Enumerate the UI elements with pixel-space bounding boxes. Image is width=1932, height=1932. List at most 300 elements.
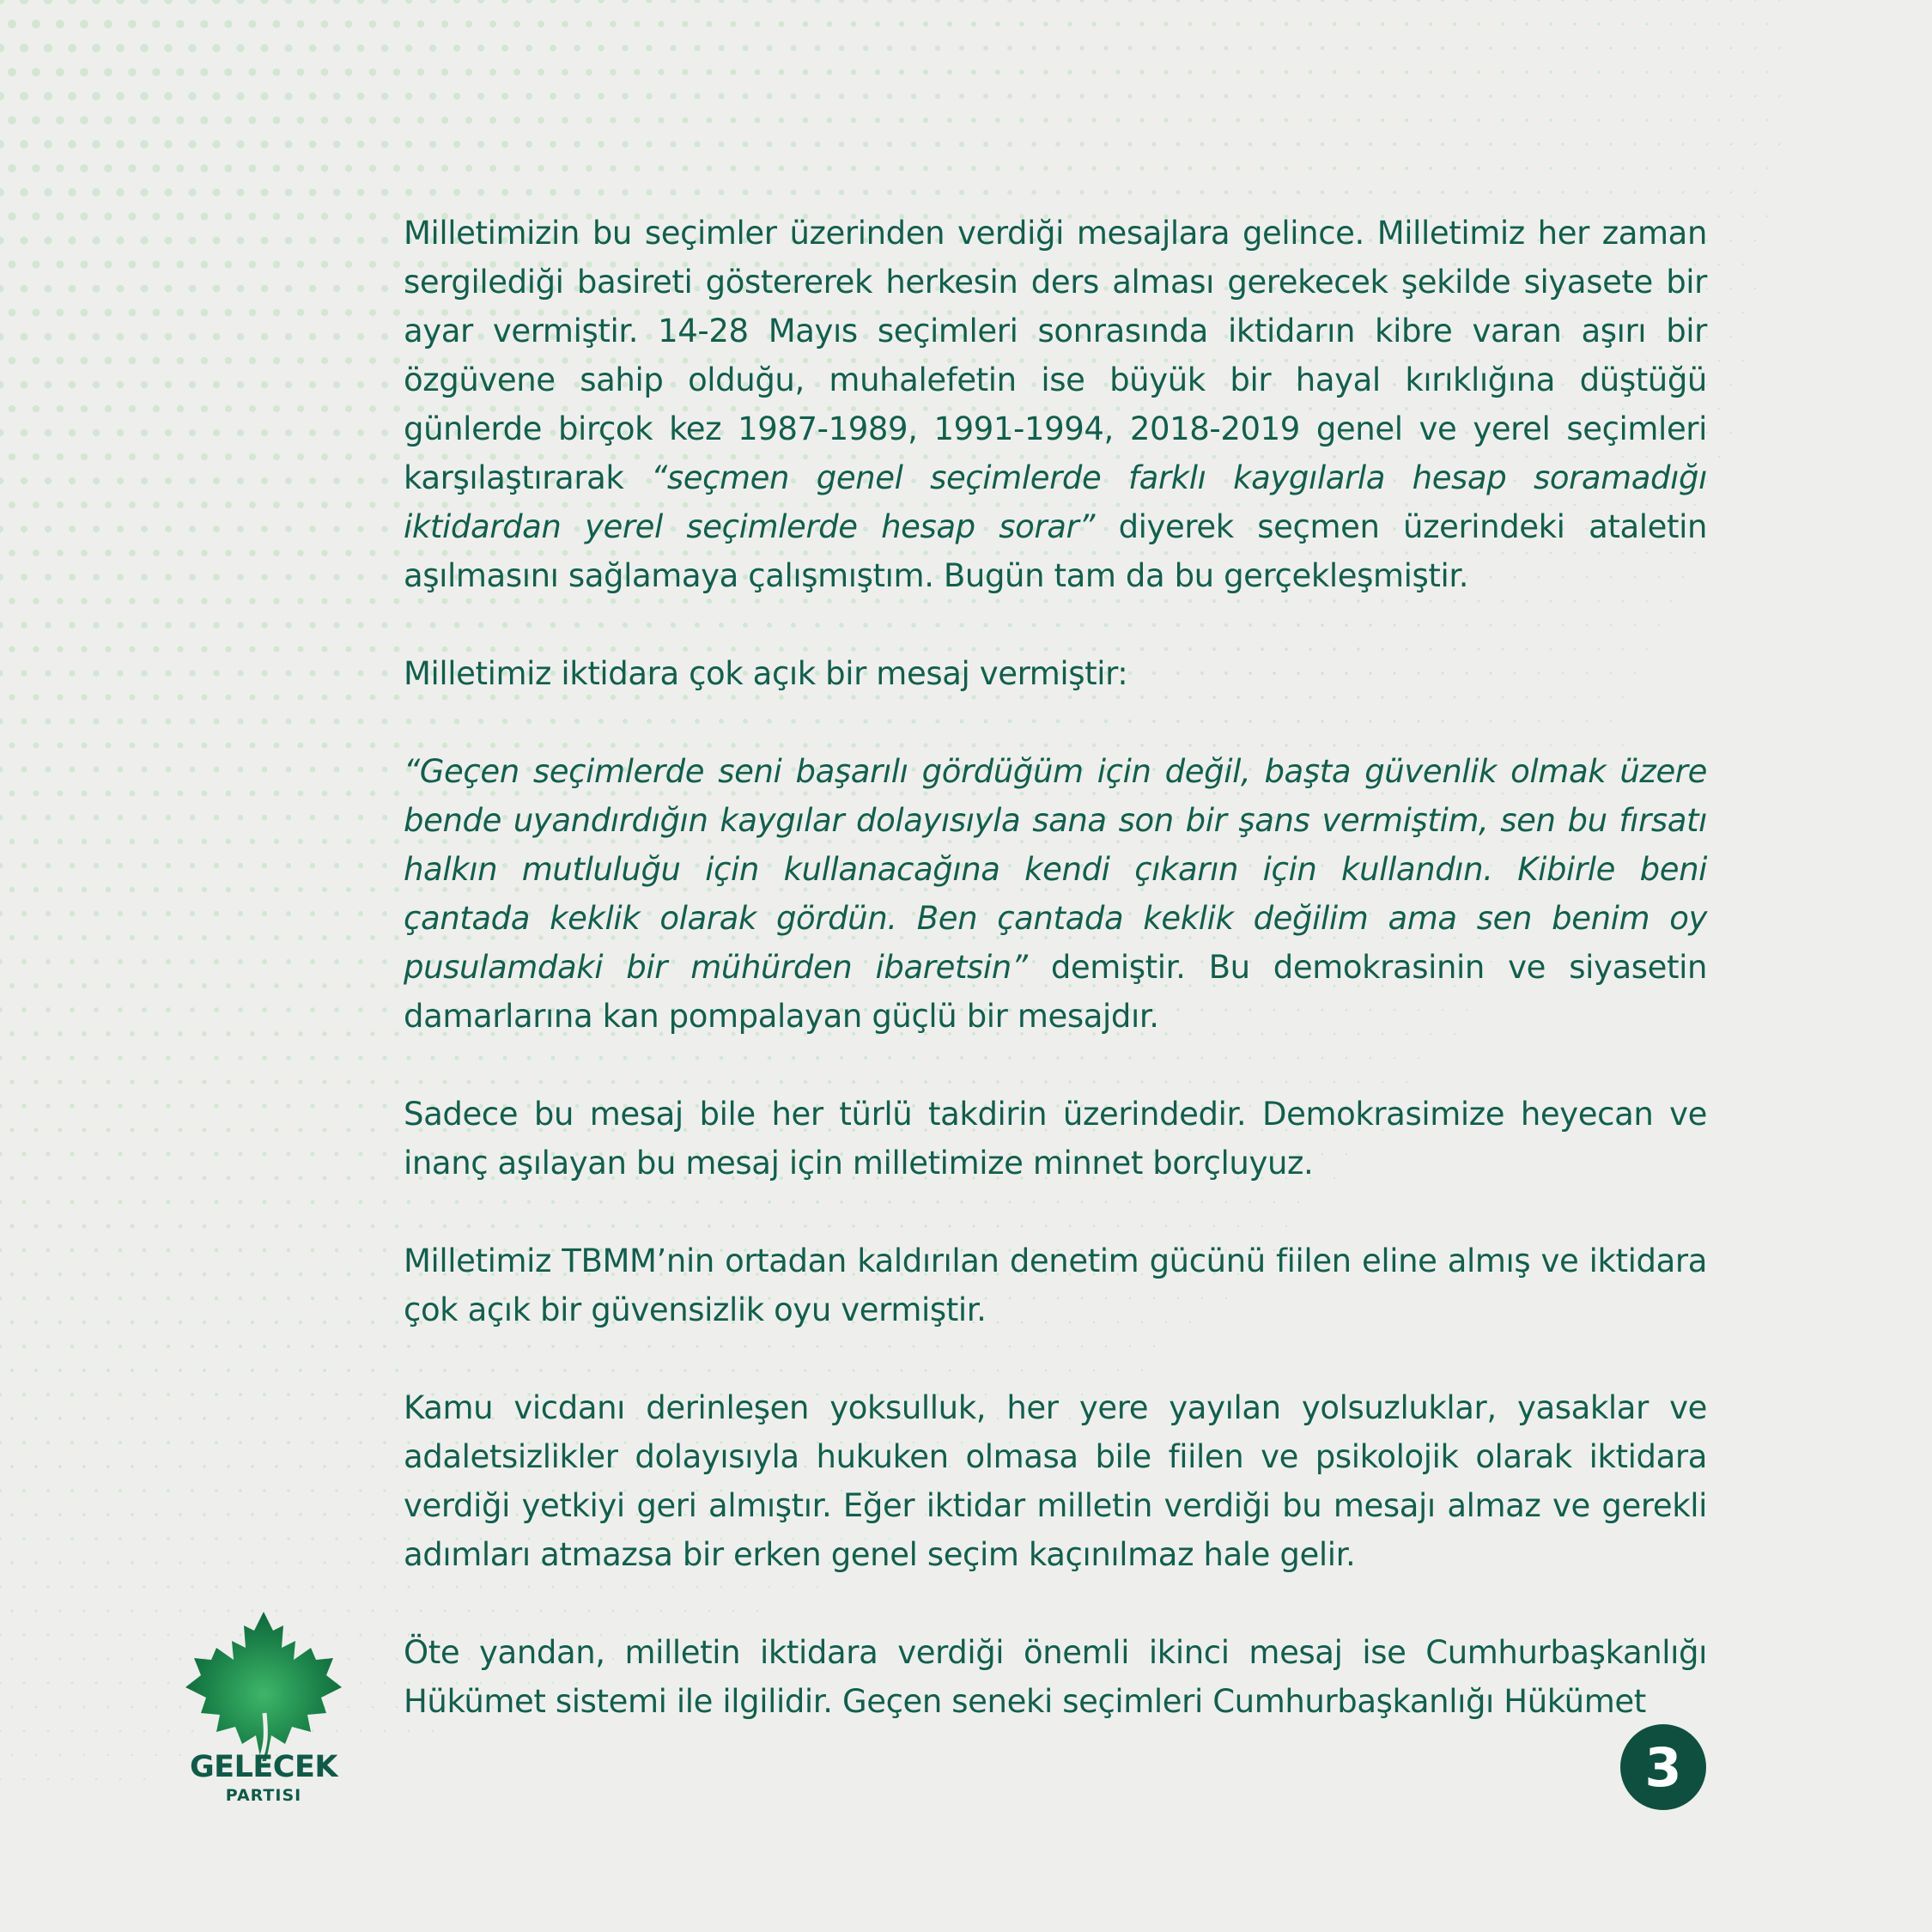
background-dot [46,1055,51,1060]
background-dot [142,1055,147,1060]
background-dot [0,526,3,532]
background-dot [32,164,40,173]
background-dot [396,1610,398,1613]
logo-subtitle: PARTISI [225,1786,302,1805]
background-dot [322,791,328,797]
background-dot [1309,70,1313,75]
background-dot [322,1031,327,1036]
background-dot [971,166,976,171]
background-dot [360,1682,362,1685]
background-dot [381,285,388,292]
background-dot [1513,94,1516,98]
background-dot [321,598,327,604]
background-dot [261,189,269,197]
background-dot [22,1537,26,1540]
background-dot [1573,118,1576,121]
background-dot [1103,190,1108,194]
background-dot [275,1176,279,1181]
background-dot [32,212,39,220]
background-dot [1019,118,1024,123]
background-dot [0,92,4,100]
background-dot [935,142,940,147]
background-dot [20,44,28,52]
background-dot [299,1224,303,1229]
background-dot [249,598,255,604]
background-dot [21,526,27,532]
background-dot [191,1489,194,1492]
background-dot [92,140,100,149]
background-dot [382,815,387,820]
background-dot [107,1754,110,1757]
background-dot [80,20,88,28]
background-dot [70,1537,74,1540]
background-dot [359,1537,361,1540]
background-dot [634,69,641,76]
background-dot [1127,94,1132,98]
background-dot [1200,191,1205,195]
background-dot [0,236,4,244]
background-dot [33,646,39,652]
background-dot [1249,143,1253,147]
background-dot [405,141,412,148]
background-dot [166,815,172,821]
background-dot [165,670,171,676]
background-dot [21,959,27,964]
background-dot [706,165,712,171]
background-dot [22,1633,25,1636]
background-dot [347,1224,351,1229]
background-dot [911,46,916,51]
background-dot [142,959,147,964]
background-dot [44,92,52,100]
background-dot [285,574,292,580]
background-dot [360,1730,361,1732]
background-dot [334,767,340,773]
background-dot [345,261,352,268]
background-dot [1429,167,1432,170]
background-dot [152,116,161,125]
background-dot [238,815,244,821]
background-dot [1115,70,1120,74]
background-dot [383,1393,386,1396]
background-dot [346,887,351,892]
background-dot [81,694,87,700]
background-dot [46,1633,49,1636]
background-dot [477,141,484,148]
background-dot [1465,94,1468,98]
background-dot [370,1127,374,1132]
background-dot [1742,264,1745,266]
background-dot [1055,94,1060,99]
background-dot [405,45,413,52]
background-dot [1682,143,1685,146]
background-dot [1417,46,1420,50]
background-dot [309,93,317,100]
background-dot [1031,46,1036,51]
background-dot [213,526,220,532]
background-dot [755,21,761,27]
background-dot [827,118,833,124]
background-dot [371,1176,375,1181]
background-dot [225,357,232,364]
background-dot [381,333,388,340]
background-dot [167,1441,170,1444]
background-dot [129,357,137,365]
background-dot [131,1513,134,1516]
background-dot [359,1585,361,1588]
background-dot [106,1513,110,1516]
background-dot [287,1200,291,1205]
background-dot [214,815,220,821]
background-dot [58,791,64,797]
background-dot [179,1321,182,1324]
background-dot [167,1633,169,1636]
background-dot [130,839,136,845]
background-dot [357,189,365,197]
background-dot [489,117,496,124]
background-dot [238,1055,243,1060]
background-dot [153,694,159,700]
background-dot [140,140,148,148]
background-dot [94,1585,97,1588]
background-dot [658,69,664,75]
background-dot [164,0,173,4]
background-dot [8,164,16,173]
background-dot [94,1537,98,1540]
background-dot [369,598,375,604]
background-dot [1453,70,1456,74]
background-dot [69,670,75,676]
background-dot [1537,143,1540,145]
background-dot [382,1103,386,1108]
background-dot [550,189,556,196]
background-dot [155,1417,158,1420]
background-dot [284,92,292,100]
background-dot [213,718,219,724]
background-dot [309,477,316,484]
background-dot [93,381,100,389]
background-dot [118,1345,122,1348]
background-dot [0,1537,2,1540]
background-dot [94,767,100,773]
background-dot [286,1055,290,1060]
background-dot [105,742,111,748]
background-dot [237,429,244,436]
background-dot [1621,22,1624,25]
background-dot [9,935,15,940]
background-dot [1489,191,1492,194]
background-dot [178,1031,183,1036]
background-dot [0,1055,3,1060]
background-dot [71,1778,73,1780]
background-dot [118,959,123,964]
background-dot [321,213,329,221]
background-dot [369,213,376,220]
background-dot [0,574,3,580]
background-dot [70,863,76,869]
background-dot [1429,22,1432,26]
background-dot [851,118,857,124]
paragraph-text: Öte yandan, milletin iktidara verdiği önemli ikinci mesaj ise Cumhurbaşkanlığı Hükümet sistemi ile ilgilidir. Geçen seneki seçimleri Cumhurbaşkanlığı Hükümet [404,1634,1707,1720]
background-dot [1188,70,1192,74]
background-dot [730,21,736,27]
background-dot [526,141,532,148]
background-dot [815,190,821,196]
background-dot [1151,0,1156,3]
background-dot [165,526,172,532]
background-dot [441,117,448,124]
background-dot [1706,0,1709,1]
background-dot [83,1706,86,1709]
background-dot [1127,0,1132,3]
background-dot [297,550,304,556]
background-dot [323,1321,326,1324]
background-dot [1212,118,1217,123]
background-dot [33,1127,38,1132]
background-dot [179,1706,182,1709]
background-dot [201,261,209,269]
background-dot [226,935,231,940]
background-dot [93,670,99,676]
background-dot [299,1321,302,1324]
background-dot [202,743,208,749]
background-dot [0,284,4,292]
background-dot [0,1151,3,1156]
background-dot [1321,143,1324,146]
background-dot [0,1103,3,1108]
background-dot [21,333,28,341]
background-dot [166,1007,171,1012]
background-dot [130,1031,135,1036]
background-dot [44,236,52,244]
background-dot [358,1007,363,1012]
background-dot [128,260,136,268]
background-dot [875,70,880,75]
background-dot [213,477,220,484]
background-dot [70,1441,74,1444]
background-dot [285,141,293,149]
background-dot [935,0,940,3]
background-dot [118,1489,122,1492]
background-dot [1188,21,1192,26]
background-dot [538,69,544,76]
background-dot [251,1369,254,1372]
background-dot [58,1321,62,1324]
background-dot [382,863,387,868]
background-dot [384,1682,386,1685]
background-dot [395,1369,398,1372]
background-dot [1537,94,1540,98]
background-dot [381,429,388,436]
background-dot [694,93,700,99]
background-dot [118,1103,122,1108]
background-dot [58,983,63,988]
background-dot [1261,167,1265,171]
background-dot [262,815,268,821]
background-dot [1694,119,1697,122]
background-dot [395,1513,398,1516]
background-dot [646,45,652,51]
background-dot [1345,0,1348,2]
background-dot [1393,191,1396,194]
background-dot [215,1393,218,1396]
background-dot [1067,70,1072,75]
background-dot [0,1200,3,1204]
background-dot [155,1321,158,1324]
background-dot [285,285,293,293]
background-dot [1200,143,1205,147]
background-dot [238,959,243,964]
background-dot [1333,167,1336,170]
background-dot [131,1561,133,1564]
background-dot [383,1345,386,1348]
background-dot [224,68,232,76]
background-dot [34,1417,38,1420]
background-dot [58,1031,63,1036]
background-dot [104,68,112,76]
background-dot [1513,143,1516,146]
background-dot [141,574,148,580]
background-dot [56,68,64,76]
background-dot [21,911,27,916]
background-dot [358,815,363,820]
background-dot [106,1273,111,1277]
background-dot [345,69,353,76]
background-dot [298,935,303,940]
background-dot [116,92,125,100]
background-dot [0,429,3,436]
background-dot [1309,22,1313,27]
background-dot [370,695,376,701]
background-dot [971,118,976,123]
background-dot [393,69,401,76]
background-dot [274,1031,279,1036]
background-dot [178,1079,182,1084]
background-dot [574,45,580,52]
background-dot [106,1465,110,1468]
background-dot [286,815,292,821]
background-dot [34,1321,38,1324]
background-dot [1321,94,1324,98]
background-dot [215,1441,218,1444]
background-dot [94,1249,99,1253]
background-dot [1236,167,1241,171]
background-dot [0,1441,2,1444]
background-dot [82,791,88,797]
background-dot [743,190,749,196]
background-dot [80,260,88,268]
background-dot [0,1633,2,1636]
background-dot [1031,0,1036,3]
background-dot [923,21,928,27]
background-dot [959,142,964,147]
background-dot [155,1609,157,1612]
background-dot [1417,191,1420,194]
background-dot [260,0,268,4]
background-dot [1163,21,1168,26]
background-dot [236,92,244,100]
background-dot [311,1200,315,1205]
background-dot [1115,118,1120,122]
background-dot [129,309,137,317]
background-dot [106,887,111,892]
background-dot [334,719,340,725]
background-dot [214,1007,219,1012]
quote-text: “Geçen seçimlerde seni başarılı gördüğüm için değil, başta güvenlik olmak üzere bende uyandırdığın kaygılar dolayısıyla sana son bir şans vermiştim, sen bu fırsatı halkın mutluluğu için kullanacağına kendi çıkarın için kullandın. Kibirle beni çantada keklik olarak gördün. Ben çantada keklik değilim ama sen benim oy pusulamdaki bir mühürden ibaretsin” [404,753,1707,986]
paragraph-text: Milletimizin bu seçimler üzerinden verdiği mesajlara gelince. Milletimiz her zaman sergilediği basireti göstererek herkesin ders alması gerekecek şekilde siyasete bir ayar vermiştir. 14-28 Mayıs seçimleri sonrasında iktidarın kibre varan aşırı bir özgüvene sahip olduğu, muhalefetin ise büyük bir hayal kırıklığına düştüğü günlerde birçok kez 1987-1989, 1991-1994, 2018-2019 genel ve yerel seçimleri karşılaştırarak [404,215,1707,496]
background-dot [1417,0,1420,2]
background-dot [1151,46,1156,50]
background-dot [9,742,15,748]
background-dot [141,670,147,676]
background-dot [286,767,292,773]
background-dot [369,405,376,412]
background-dot [0,1393,2,1396]
background-dot [335,1297,338,1300]
background-dot [959,94,964,99]
background-dot [190,1103,194,1108]
background-dot [1200,94,1205,99]
background-dot [93,718,99,724]
background-dot [167,1682,170,1685]
background-dot [154,839,160,845]
background-dot [188,0,197,4]
background-dot [154,1079,159,1084]
background-dot [128,68,137,76]
background-dot [1585,94,1588,97]
background-dot [94,1007,99,1012]
background-dot [224,20,232,27]
background-dot [1273,46,1277,51]
background-dot [0,622,3,629]
background-dot [453,141,460,148]
background-dot [586,69,592,76]
background-dot [346,983,351,988]
background-dot [118,767,124,773]
background-dot [11,1706,14,1709]
background-dot [827,166,833,172]
background-dot [142,863,147,868]
background-dot [188,236,196,244]
background-dot [179,1417,182,1420]
background-dot [453,189,460,196]
background-dot [153,501,160,508]
background-dot [1730,191,1733,194]
background-dot [92,284,100,292]
background-dot [22,1585,25,1588]
background-dot [179,1754,182,1757]
background-dot [249,261,257,269]
background-dot [179,1369,182,1372]
background-dot [323,1273,327,1277]
background-dot [201,405,208,412]
background-dot [1393,46,1396,50]
paragraph [404,1628,1707,1726]
background-dot [1261,22,1265,27]
background-dot [93,477,100,484]
background-dot [429,141,436,148]
background-dot [767,0,773,3]
background-dot [441,69,448,76]
background-dot [1224,94,1229,99]
background-dot [178,1127,182,1132]
background-dot [311,1489,314,1492]
background-dot [46,1393,50,1396]
background-dot [371,1417,374,1420]
background-dot [80,212,88,220]
background-dot [1224,143,1229,147]
background-dot [190,863,195,868]
